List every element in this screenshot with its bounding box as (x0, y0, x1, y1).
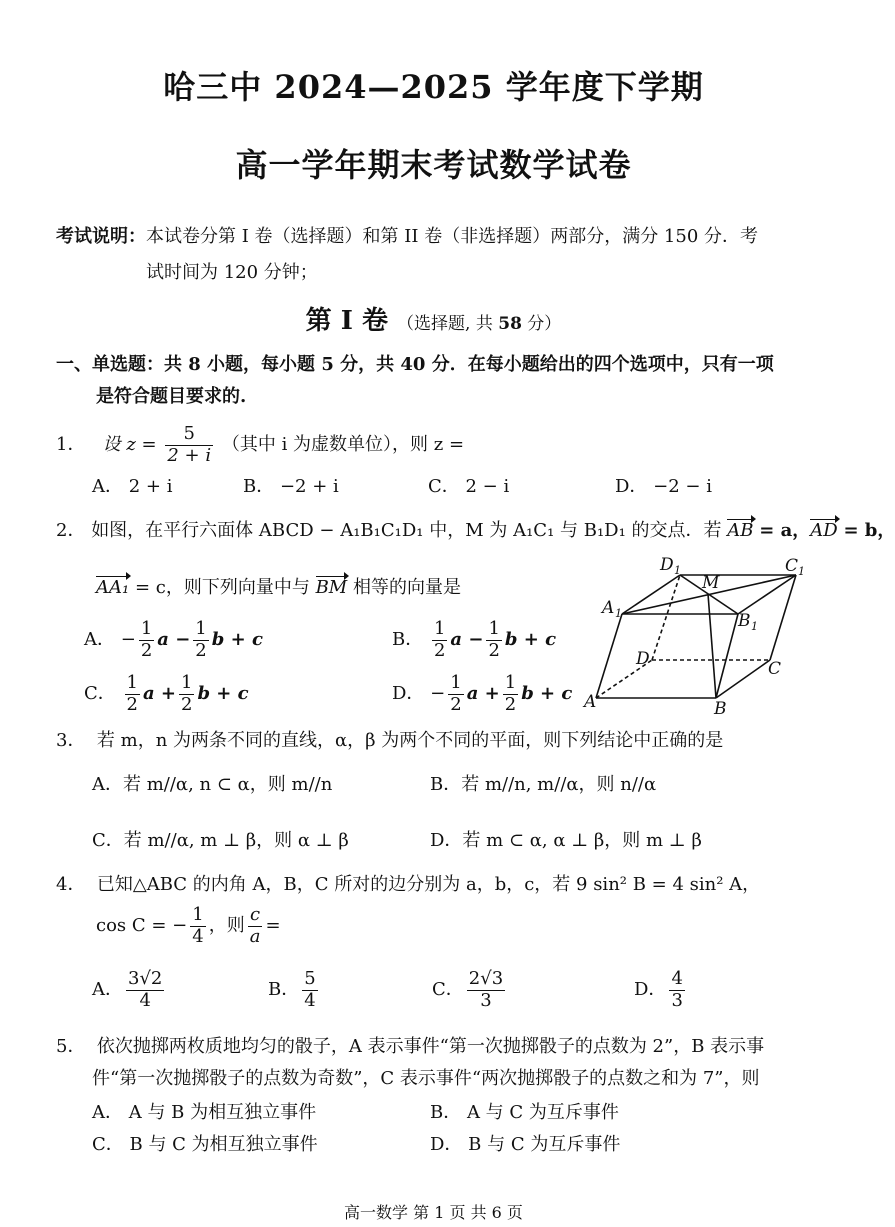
label-b: B (714, 699, 727, 719)
section-1-subtitle-post: 分） (521, 314, 562, 334)
q1-fraction (165, 424, 213, 466)
q1-stem-pre: 设 z = (102, 434, 157, 455)
q1-frac-den: 2 + i (167, 444, 212, 466)
question-number: 5． (56, 1036, 86, 1057)
edge-c1-c (770, 575, 796, 660)
section-1-label: 第 I 卷 (305, 306, 388, 336)
question-1-stem (56, 420, 464, 470)
frac-den: 2 (504, 693, 517, 715)
question-2-stem-line-1 (56, 516, 895, 542)
label-d1-sub: 1 (674, 564, 681, 577)
option-label: C． (432, 979, 464, 1000)
question-number: 4． (56, 874, 86, 895)
q2-option-b (392, 618, 556, 662)
frac-num: 1 (450, 671, 462, 693)
vector-aa1: AA₁ (96, 577, 130, 598)
option-label: B． (268, 979, 300, 1000)
label-c1-sub: 1 (798, 565, 805, 578)
option-label: A． (84, 629, 115, 650)
q2-eq-c: = c，则下列向量中与 (134, 577, 310, 598)
fraction (467, 969, 505, 1011)
frac-num: 4 (671, 967, 683, 989)
option-label: B． (392, 629, 424, 650)
frac-den: 2 (195, 639, 207, 661)
q3-option-d: D．若 m ⊂ α, α ⊥ β，则 m ⊥ β (430, 830, 702, 851)
part-1-heading-line-1: 一、单选题：共 8 小题，每小题 5 分，共 40 分．在每小题给出的四个选项中，只有一项 (56, 354, 774, 375)
fraction (302, 969, 317, 1011)
frac-num: c (248, 905, 263, 927)
frac-den: 2 (450, 693, 462, 715)
frac-num: 5 (304, 967, 316, 989)
q5-stem-line-2: 件“第一次抛掷骰子的点数为奇数”，C 表示事件“两次抛掷骰子的点数之和为 7”，则 (92, 1068, 760, 1089)
q2-eq-b: = b， (843, 520, 895, 541)
q2-option-c (84, 672, 249, 716)
frac-num: 1 (504, 671, 517, 693)
q3-option-b: B．若 m//n, m//α，则 n//α (430, 774, 657, 795)
segment-m-b (708, 594, 716, 698)
frac-den: 4 (192, 925, 204, 947)
option-term: b + c (211, 629, 263, 650)
vector-ab: AB (727, 520, 754, 541)
label-m: M (702, 573, 720, 593)
question-4-stem-line-2 (96, 902, 281, 950)
q1-option-b: B． −2 + i (243, 476, 339, 497)
option-label: C． (84, 683, 116, 704)
frac-num: 1 (126, 671, 138, 693)
label-d1: D (660, 555, 674, 575)
frac-num: 1 (433, 617, 446, 639)
fraction (432, 619, 447, 661)
q1-option-c: C． 2 − i (428, 476, 510, 497)
instructions-text-1: 本试卷分第 I 卷（选择题）和第 II 卷（非选择题）两部分，满分 150 分．考 (146, 226, 759, 247)
instructions-line-1 (56, 222, 758, 248)
question-3-stem (56, 726, 723, 752)
vector-ad: AD (810, 520, 838, 541)
option-term: b + c (197, 683, 249, 704)
option-term: a + (466, 683, 500, 704)
option-sign: − (120, 629, 136, 650)
label-b1: B (738, 611, 751, 631)
parallelepiped-figure (580, 550, 830, 720)
option-label: A． (92, 979, 123, 1000)
q4-then: ，则 (208, 915, 245, 936)
option-term: a − (157, 629, 191, 650)
fraction (486, 619, 501, 661)
label-a1: A (602, 598, 615, 618)
label-c: C (768, 659, 782, 679)
q5-option-b: B． A 与 C 为互斥事件 (430, 1102, 619, 1123)
question-5-stem-line-1 (56, 1032, 764, 1058)
section-1-subtitle-pre: （选择题, 共 (397, 314, 499, 334)
option-term: b + c (504, 629, 557, 650)
instructions-label: 考试说明： (56, 226, 146, 247)
q5-option-a: A． A 与 B 为相互独立事件 (92, 1102, 317, 1123)
question-number: 2． (56, 520, 86, 541)
fraction (139, 619, 154, 661)
frac-den: 3 (480, 989, 492, 1011)
label-a1-sub: 1 (615, 607, 622, 620)
q2-option-a (84, 618, 263, 662)
q1-stem-post: （其中 i 为虚数单位），则 z = (221, 434, 465, 455)
q3-stem: 若 m，n 为两条不同的直线，α，β 为两个不同的平面，则下列结论中正确的是 (96, 730, 724, 751)
q4-stem-line-1: 已知△ABC 的内角 A，B，C 所对的边分别为 a，b，c，若 9 sin² B = 4 sin² A， (96, 874, 761, 895)
frac-den: 2 (126, 693, 138, 715)
edge-a1-a (596, 614, 622, 698)
title-line-2: 高一学年期末考试数学试卷 (235, 146, 632, 184)
q3-option-a: A．若 m//α, n ⊂ α，则 m//n (92, 774, 333, 795)
frac-num: 1 (140, 617, 153, 639)
q4-option-b (268, 966, 321, 1014)
q5-option-c: C． B 与 C 为相互独立事件 (92, 1134, 318, 1155)
option-term: b + c (521, 683, 573, 704)
edge-d-d1-hidden (652, 575, 680, 660)
frac-den: 2 (433, 639, 446, 661)
frac-num: 1 (488, 617, 500, 639)
q4-cos-fraction (190, 905, 205, 947)
q5-stem-line-1: 依次抛掷两枚质地均匀的骰子，A 表示事件“第一次抛掷骰子的点数为 2”，B 表示事 (96, 1036, 765, 1057)
q5-option-d: D． B 与 C 为互斥事件 (430, 1134, 621, 1155)
instructions-line-2: 试时间为 120 分钟； (146, 262, 318, 283)
q1-frac-num: 5 (165, 424, 213, 446)
frac-den: 2 (488, 639, 500, 661)
frac-num: 1 (192, 903, 204, 925)
frac-num: 3√2 (128, 967, 163, 989)
option-term: a + (142, 683, 176, 704)
page-footer: 高一数学 第 1 页 共 6 页 (344, 1203, 523, 1222)
question-4-stem-line-1 (56, 870, 760, 896)
fraction (503, 673, 518, 715)
option-term: a − (450, 629, 484, 650)
q2-stem-line-1: 如图，在平行六面体 ABCD − A₁B₁C₁D₁ 中，M 为 A₁C₁ 与 B₁D₁ 的交点．若 (91, 520, 722, 541)
q2-eq-a: = a， (759, 520, 811, 541)
section-1-subtitle (397, 314, 561, 334)
q4-option-d (634, 966, 688, 1014)
q4-eq: = (265, 915, 281, 936)
fraction (179, 673, 194, 715)
q2-stem-end: 相等的向量是 (352, 577, 461, 598)
frac-den: 4 (139, 989, 151, 1011)
frac-den: 4 (304, 989, 316, 1011)
q4-cos: cos C = − (96, 915, 188, 936)
q1-option-a: A． 2 + i (92, 476, 173, 497)
part-1-heading-line-2: 是符合题目要求的. (96, 386, 247, 407)
fraction (669, 969, 684, 1011)
frac-num: 2√3 (468, 967, 504, 989)
frac-num: 1 (195, 617, 207, 639)
q3-option-c: C．若 m//α, m ⊥ β，则 α ⊥ β (92, 830, 349, 851)
vector-bm: BM (315, 577, 348, 598)
fraction (193, 619, 208, 661)
fraction (126, 969, 164, 1011)
question-number: 3． (56, 730, 86, 751)
q4-ratio-fraction (248, 905, 263, 947)
frac-num: 1 (180, 671, 193, 693)
label-b1-sub: 1 (751, 620, 758, 633)
frac-den: a (249, 925, 261, 947)
label-d: D (636, 649, 650, 669)
q1-option-d: D． −2 − i (615, 476, 712, 497)
frac-den: 3 (671, 989, 683, 1011)
option-label: D． (634, 979, 667, 1000)
fraction (125, 673, 140, 715)
label-a: A (584, 692, 597, 712)
section-1-subtitle-num: 58 (498, 314, 522, 334)
option-sign: − (430, 683, 446, 704)
q2-option-d (392, 672, 572, 716)
frac-den: 2 (180, 693, 193, 715)
frac-den: 2 (140, 639, 153, 661)
q4-option-a (92, 966, 167, 1014)
label-c1: C (785, 556, 799, 576)
fraction (448, 673, 463, 715)
title-line-1: 哈三中 2024—2025 学年度下学期 (163, 68, 704, 106)
q4-option-c (432, 966, 508, 1014)
section-1-title (0, 300, 867, 337)
question-2-stem-line-2 (96, 573, 461, 599)
option-label: D． (392, 683, 425, 704)
question-number: 1． (56, 434, 86, 455)
